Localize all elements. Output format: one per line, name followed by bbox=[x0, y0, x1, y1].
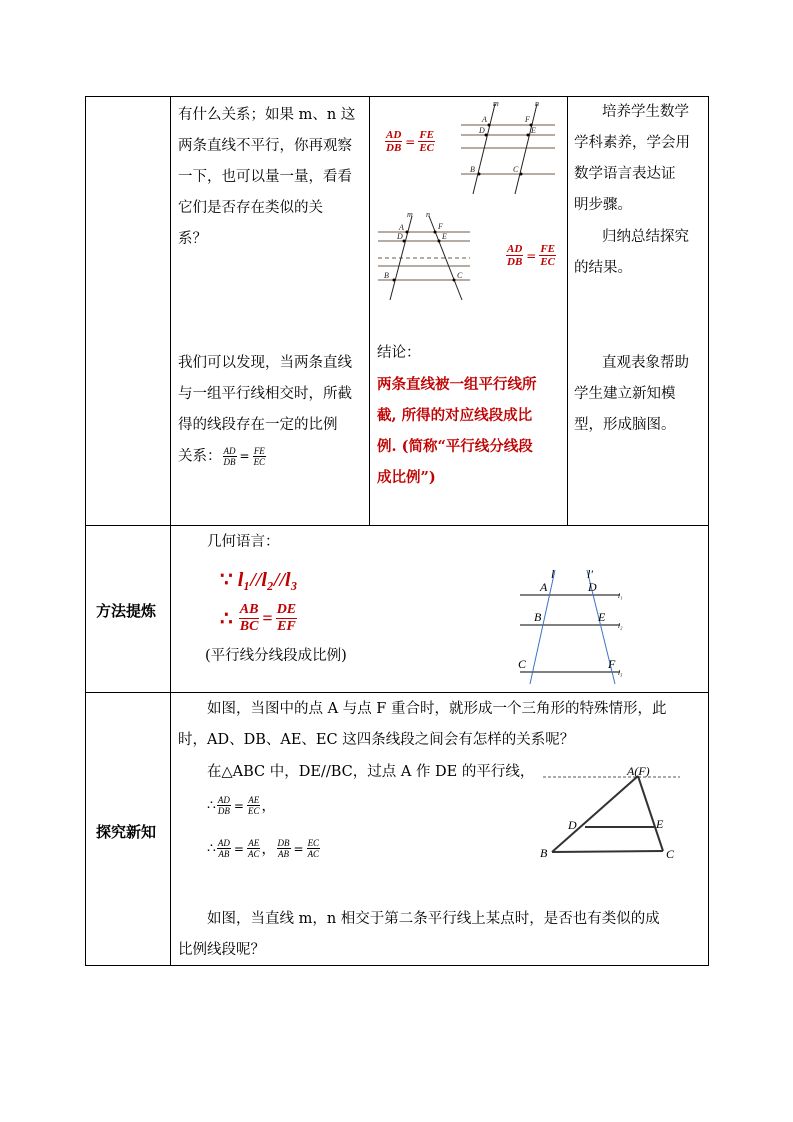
explore-ratio-line-2: ∴ $\frac{AD}{AB}$ = $\frac{AE}{AC}$ ， $\frac{DB}{AB}$ = $\frac{EC}{AC}$ bbox=[207, 838, 320, 859]
method-label-f: F bbox=[608, 657, 616, 671]
parallel-statement: l₁//l₂//l₃ bbox=[237, 569, 298, 591]
figure-parallel-lines-2 bbox=[374, 208, 474, 303]
fig1-point-d bbox=[485, 134, 488, 137]
row-divider-2 bbox=[85, 692, 709, 693]
fig1-label-f: F bbox=[525, 115, 530, 124]
therefore-symbol-2: ∴ bbox=[207, 840, 216, 857]
method-label-d: D bbox=[588, 580, 597, 594]
question-paragraph bbox=[178, 100, 355, 255]
row-header-explore: 探究新知 bbox=[96, 823, 157, 841]
fig2-label-e: E bbox=[442, 232, 447, 241]
fig2-point-a bbox=[406, 231, 409, 234]
question-line-2: 两条直线不平行，你再观察 bbox=[178, 138, 352, 154]
explore-para2: 在△ABC 中，DE//BC，过点 A 作 DE 的平行线， bbox=[207, 764, 535, 780]
fig1-point-a bbox=[488, 124, 491, 127]
fig2-point-f bbox=[434, 231, 437, 234]
explore-para3-line1: 如图，当直线 m，n 相交于第二条平行线上某点时，是否也有类似的成 bbox=[207, 911, 660, 927]
method-label-b: B bbox=[534, 610, 542, 624]
ratio-de-ef: $\frac{DE}{EF}$ bbox=[276, 602, 297, 634]
fig1-label-n: n bbox=[535, 99, 539, 108]
therefore-symbol: ∴ bbox=[220, 608, 233, 630]
goal2-line-1: 归纳总结探究 bbox=[602, 229, 689, 245]
fig1-label-c: C bbox=[513, 165, 519, 174]
finding-paragraph bbox=[178, 348, 352, 473]
fig2-label-f: F bbox=[438, 222, 443, 231]
geometry-language-label: 几何语言： bbox=[207, 534, 280, 550]
table-border-left bbox=[85, 96, 86, 966]
goal3-line-2: 学生建立新知模 bbox=[574, 386, 676, 402]
ratio-ad-db: $\frac{AD}{DB}$ bbox=[223, 446, 236, 467]
conclusion-text bbox=[377, 369, 537, 493]
fig1-label-d: D bbox=[479, 126, 485, 135]
fig2-label-n: n bbox=[426, 210, 430, 219]
ratio-label-2: $\frac{AD}{DB}$ = $\frac{FE}{EC}$ bbox=[507, 243, 556, 268]
figure-triangle bbox=[535, 762, 685, 866]
parallel-condition bbox=[220, 567, 298, 592]
triangle-side-ab bbox=[552, 776, 638, 852]
fig1-label-b: B bbox=[470, 165, 475, 174]
triangle-label-e: E bbox=[656, 817, 664, 831]
method-label-l: l bbox=[551, 567, 555, 581]
finding-line-2: 与一组平行线相交时，所截 bbox=[178, 386, 352, 402]
figure-parallel-lines-1 bbox=[455, 98, 560, 196]
relation-label: 关系： bbox=[178, 448, 222, 465]
conclusion-line-4: 成比例”) bbox=[377, 469, 436, 486]
conclusion-label: 结论： bbox=[377, 345, 421, 361]
finding-line-3: 得的线段存在一定的比例 bbox=[178, 417, 338, 433]
column-divider-1 bbox=[170, 96, 171, 966]
triangle-side-ac bbox=[638, 776, 663, 851]
fig1-label-m: m bbox=[493, 99, 499, 108]
fig2-label-m: m bbox=[407, 210, 413, 219]
because-symbol: ∵ bbox=[220, 569, 233, 591]
goal-paragraph-2 bbox=[574, 222, 689, 284]
ratio-fe-ec: $\frac{FE}{EC}$ bbox=[253, 446, 266, 467]
equals-sign: = bbox=[239, 449, 250, 463]
goal3-line-3: 型，形成脑图。 bbox=[574, 417, 676, 433]
conclusion-line-3: 例. (简称“平行线分线段 bbox=[377, 438, 533, 455]
explore-para3-line2: 比例线段呢？ bbox=[178, 942, 265, 958]
method-label-l-prime: l′ bbox=[587, 567, 593, 581]
question-line-1: 有什么关系；如果 m、n 这 bbox=[178, 107, 356, 123]
fig1-point-e bbox=[527, 134, 530, 137]
explore-ratio-line-1: ∴ $\frac{AD}{DB}$ = $\frac{AE}{EC}$ ， bbox=[207, 795, 276, 816]
goal1-line-2: 学科素养，学会用 bbox=[574, 135, 690, 151]
fig2-label-c: C bbox=[457, 271, 463, 280]
fig2-point-c bbox=[453, 279, 456, 282]
triangle-label-af: A(F) bbox=[627, 764, 650, 778]
column-divider-2 bbox=[369, 96, 370, 526]
triangle-side-bc bbox=[552, 851, 663, 852]
fig1-label-e: E bbox=[531, 126, 536, 135]
fig2-label-a: A bbox=[399, 223, 404, 232]
therefore-symbol-1: ∴ bbox=[207, 797, 216, 814]
method-label-l2: l₂ bbox=[618, 622, 623, 630]
fig1-point-b bbox=[478, 173, 481, 176]
row-divider-1 bbox=[85, 525, 709, 526]
ratio-label-1: $\frac{AD}{DB}$ = $\frac{FE}{EC}$ bbox=[386, 129, 435, 154]
explore-para1-line2: 时，AD、DB、AE、EC 这四条线段之间会有怎样的关系呢？ bbox=[178, 732, 575, 748]
method-label-c: C bbox=[518, 657, 527, 671]
goal3-line-1: 直观表象帮助 bbox=[602, 355, 689, 371]
goal2-line-2: 的结果。 bbox=[574, 260, 632, 276]
explore-para1-line1: 如图，当图中的点 A 与点 F 重合时，就形成一个三角形的特殊情形，此 bbox=[207, 701, 667, 717]
fig1-point-c bbox=[520, 173, 523, 176]
method-label-l1: l₁ bbox=[618, 592, 623, 600]
finding-line-1: 我们可以发现，当两条直线 bbox=[178, 355, 352, 371]
fig2-point-b bbox=[393, 279, 396, 282]
goal-paragraph-1 bbox=[574, 97, 690, 221]
triangle-label-c: C bbox=[666, 847, 675, 861]
goal1-line-3: 数学语言表达证 bbox=[574, 166, 676, 182]
goal1-line-1: 培养学生数学 bbox=[602, 104, 689, 120]
goal1-line-4: 明步骤。 bbox=[574, 197, 632, 213]
method-label-a: A bbox=[540, 580, 548, 594]
question-line-3: 一下，也可以量一量，看看 bbox=[178, 169, 352, 185]
ratio-conclusion: ∴ $\frac{AB}{BC}$ = $\frac{DE}{EF}$ bbox=[220, 602, 297, 634]
table-border-right bbox=[708, 96, 709, 966]
goal-paragraph-3 bbox=[574, 348, 689, 441]
conclusion-line-2: 截, 所得的对应线段成比 bbox=[377, 407, 533, 424]
triangle-label-d: D bbox=[568, 818, 577, 832]
question-line-4: 它们是否存在类似的关 bbox=[178, 200, 323, 216]
row-header-method: 方法提炼 bbox=[96, 602, 157, 620]
fig2-point-e bbox=[438, 240, 441, 243]
triangle-label-b: B bbox=[540, 846, 548, 860]
conclusion-line-1: 两条直线被一组平行线所 bbox=[377, 376, 537, 393]
ratio-ab-bc: $\frac{AB}{BC}$ bbox=[239, 602, 259, 634]
finding-relation bbox=[178, 441, 352, 473]
fig2-label-b: B bbox=[384, 271, 389, 280]
fig2-point-d bbox=[403, 240, 406, 243]
column-divider-3 bbox=[567, 96, 568, 526]
method-label-e: E bbox=[598, 610, 606, 624]
question-line-5: 系？ bbox=[178, 231, 207, 247]
method-note: (平行线分线段成比例) bbox=[205, 648, 347, 664]
fig1-label-a: A bbox=[482, 115, 487, 124]
fig2-label-d: D bbox=[397, 232, 403, 241]
method-label-l3: l₃ bbox=[618, 669, 623, 677]
figure-method-parallel-lines bbox=[512, 562, 632, 686]
